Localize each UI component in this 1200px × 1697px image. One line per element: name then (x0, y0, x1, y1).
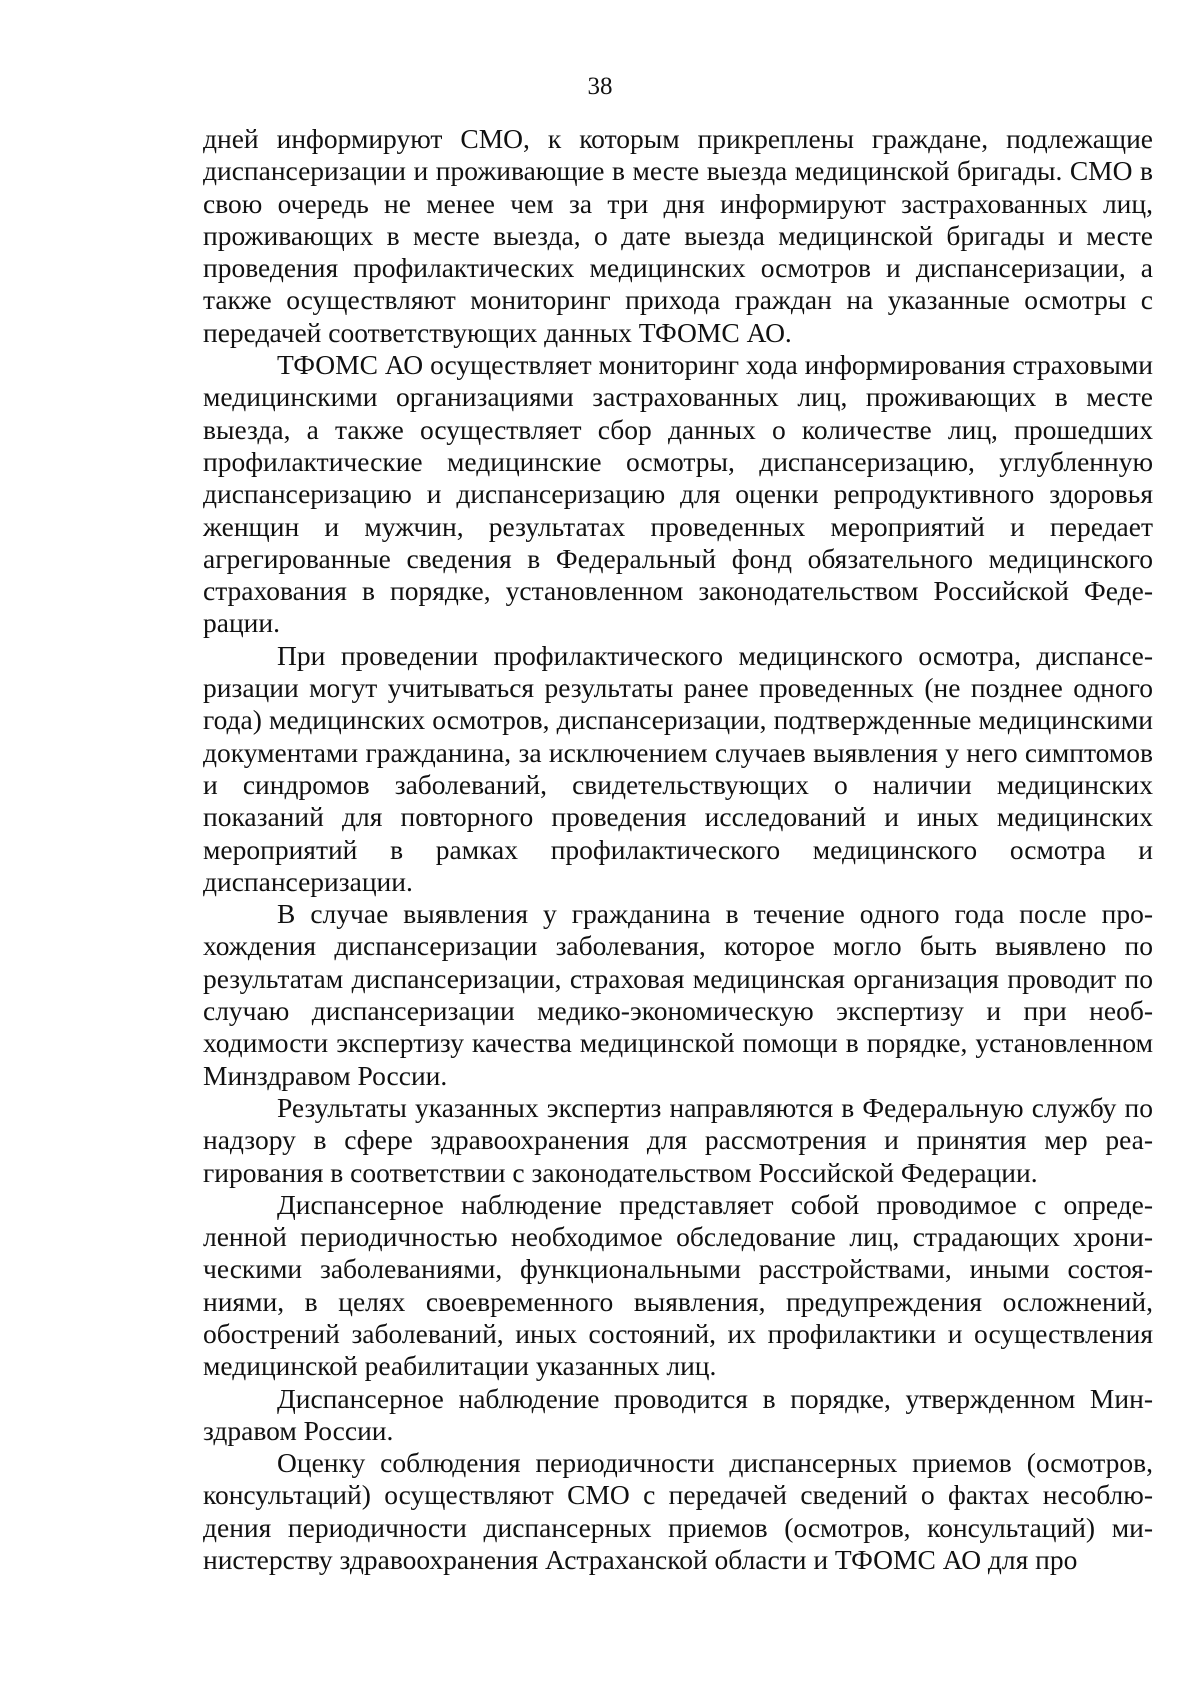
paragraph-dispensary-definition: Диспансерное наблюдение представляет собой проводимое с определенной периодичностью необходимое обследование лиц, страдающих хроническими заболеваниями, функциональными расстройствами, иными состояниями, в целях своевременного выявления, предупреждения осложнений, обострений заболеваний, иных состояний, их профилактики и осуществления медицинской реабилитации указанных лиц. (203, 1188, 1153, 1382)
page-number: 38 (587, 73, 613, 100)
paragraph-expertise-results: Результаты указанных экспертиз направляются в Федеральную службу по надзору в сфере здравоохранения для рассмотрения и принятия мер реагирования в соответствии с законодательством Российской Федерации. (203, 1091, 1153, 1188)
paragraph-dispensary-procedure: Диспансерное наблюдение проводится в порядке, утвержденном Минздравом России. (203, 1382, 1153, 1446)
paragraph-periodicity-assessment: Оценку соблюдения периодичности диспансерных приемов (осмотров, консультаций) осуществляют СМО с передачей сведений о фактах несоблюдения периодичности диспансерных приемов (осмотров, консультаций) министерству здравоохранения Астраханской области и ТФОМС АО для про (203, 1447, 1153, 1576)
paragraph-expertise-case: В случае выявления у гражданина в течение одного года после прохождения диспансеризации заболевания, которое могло быть выявлено по результатам диспансеризации, страховая медицинская организация проводит по случаю диспансеризации медико-экономическую экспертизу и при необходимости экспертизу качества медицинской помощи в порядке, установленном Минздравом России. (203, 898, 1153, 1091)
paragraph-smo-informing: дней информируют СМО, к которым прикреплены граждане, подлежащие диспансеризации и проживающие в месте выезда медицинской бригады. СМО в свою очередь не менее чем за три дня информируют застрахованных лиц, проживающих в месте выезда, о дате выезда медицинской бригады и месте проведения профилактических медицинских осмотров и диспансеризации, а также осуществляют мониторинг прихода граждан на указанные осмотры с передачей соответствующих данных ТФОМС АО. (203, 123, 1153, 348)
paragraph-previous-results: При проведении профилактического медицинского осмотра, диспансеризации могут учитываться результаты ранее проведенных (не позднее одного года) медицинских осмотров, диспансеризации, подтвержденные медицинскими документами гражданина, за исключением случаев выявления у него симптомов и синдромов заболеваний, свидетельствующих о наличии медицинских показаний для повторного проведения исследований и иных медицинских мероприятий в рамках профилактического медицинского осмотра и диспансеризации. (203, 639, 1153, 897)
body-text (203, 123, 1153, 1576)
paragraph-tfoms-monitoring: ТФОМС АО осуществляет мониторинг хода информирования страховыми медицинскими организациями застрахованных лиц, проживающих в месте выезда, а также осуществляет сбор данных о количестве лиц, прошедших профилактические медицинские осмотры, диспансеризацию, углубленную диспансеризацию и диспансеризацию для оценки репродуктивного здоровья женщин и мужчин, результатах проведенных мероприятий и передает агрегированные сведения в Федеральный фонд обязательного медицинского страхования в порядке, установленном законодательством Российской Федерации. (203, 349, 1153, 639)
